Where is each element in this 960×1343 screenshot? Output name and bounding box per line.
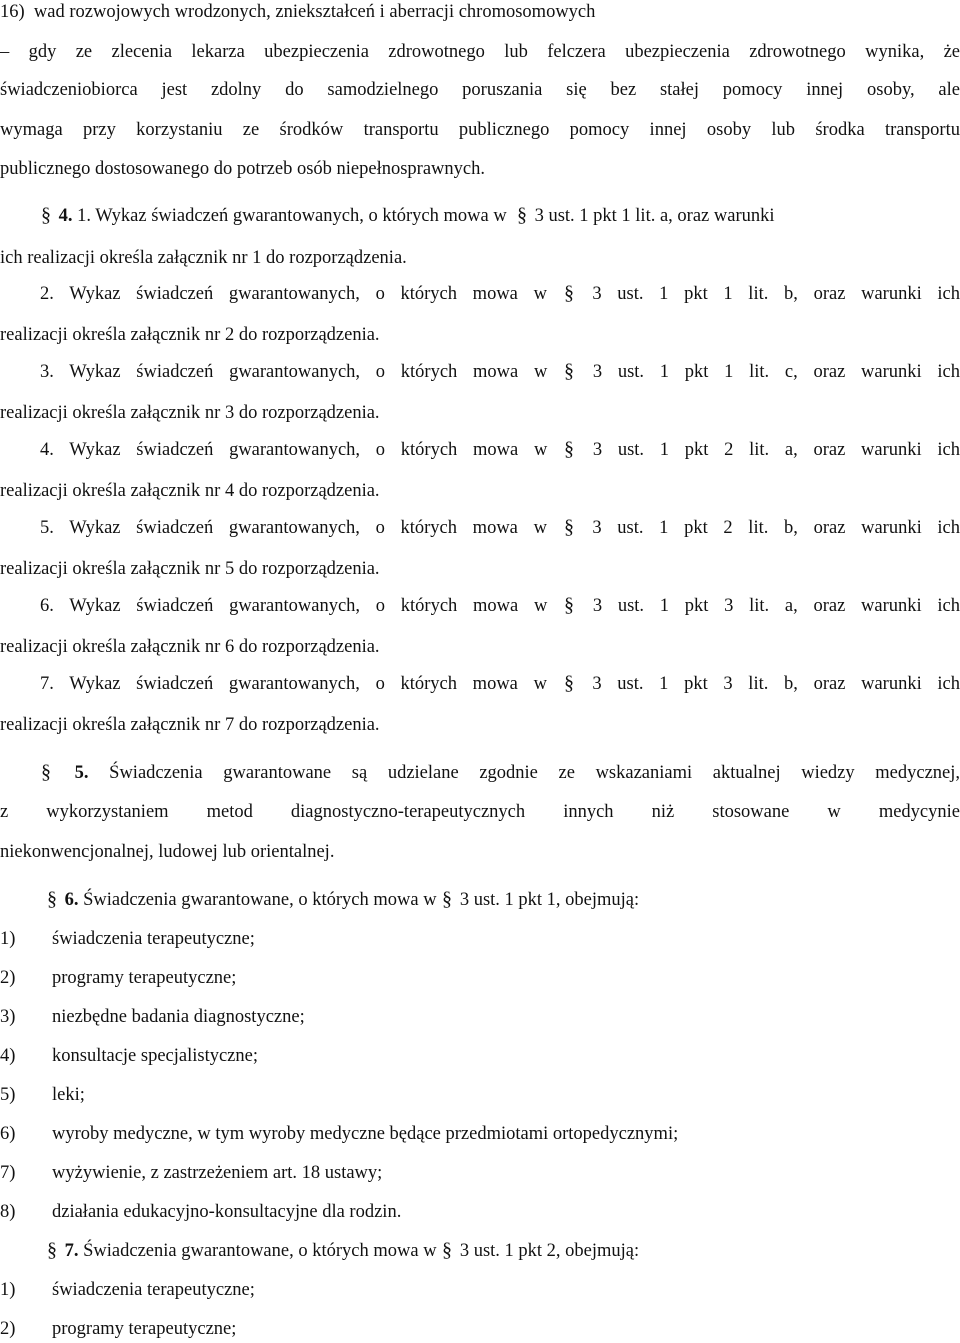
par-number: 6. [64, 890, 79, 910]
text: wymaga przy korzystaniu ze środków transportu publicznego pomocy innej osoby lub środka transportu [0, 120, 960, 140]
text: 7. Wykaz świadczeń gwarantowanych, o których mowa w [40, 674, 547, 694]
text: z wykorzystaniem metod diagnostyczno-terapeutycznych innych niż stosowane w medycynie [0, 802, 960, 822]
par5-line [0, 800, 960, 824]
text: realizacji określa załącznik nr 7 do rozporządzenia. [0, 715, 380, 735]
text: 3 ust. 1 pkt 1, obejmują: [459, 890, 640, 910]
list-text: działania edukacyjno-konsultacyjne dla rodzin. [52, 1202, 402, 1222]
par4-item-1 [40, 204, 960, 228]
par-number: 5. [74, 763, 89, 783]
list-number: 6) [0, 1124, 16, 1144]
text: 3 ust. 1 pkt 1 lit. a, oraz warunki [534, 206, 775, 226]
paragraph-line [0, 323, 960, 347]
section-sign-icon [563, 516, 577, 536]
text: niekonwencjonalnej, ludowej lub orientalnej. [0, 842, 335, 862]
svg-text:§: § [41, 204, 51, 226]
list-number: 3) [0, 1007, 16, 1027]
list-item [0, 1317, 960, 1341]
svg-text:§: § [442, 1239, 453, 1261]
text: Świadczenia gwarantowane, o których mowa w [83, 890, 437, 910]
text: 2. Wykaz świadczeń gwarantowanych, o których mowa w [40, 284, 547, 304]
svg-text:§: § [563, 672, 574, 694]
text: 3 ust. 1 pkt 1 lit. c, oraz warunki ich [592, 362, 960, 382]
list-text: programy terapeutyczne; [52, 968, 237, 988]
svg-text:§: § [47, 1239, 57, 1261]
text: 5. Wykaz świadczeń gwarantowanych, o których mowa w [40, 518, 547, 538]
list-item [0, 1122, 960, 1146]
svg-text:§: § [564, 594, 575, 616]
text: 3 ust. 1 pkt 2, obejmują: [459, 1241, 640, 1261]
par5-line [0, 840, 960, 864]
text: realizacji określa załącznik nr 4 do rozporządzenia. [0, 481, 380, 501]
text: 3 ust. 1 pkt 3 lit. a, oraz warunki ich [592, 596, 960, 616]
list-text: konsultacje specjalistyczne; [52, 1046, 258, 1066]
svg-text:§: § [563, 516, 574, 538]
list-number: 2) [0, 968, 16, 988]
section-sign-icon [563, 438, 577, 458]
text: Świadczenia gwarantowane, o których mowa w [83, 1241, 437, 1261]
section-sign-icon [441, 1239, 455, 1259]
paragraph-line [0, 401, 960, 425]
list-number: 2) [0, 1319, 16, 1339]
par6-lead [46, 888, 960, 912]
list-item [0, 1200, 960, 1224]
list-text: leki; [52, 1085, 85, 1105]
text: 3 ust. 1 pkt 2 lit. a, oraz warunki ich [592, 440, 960, 460]
svg-text:§: § [564, 360, 575, 382]
text: Świadczenia gwarantowane są udzielane zgodnie ze wskazaniami aktualnej wiedzy medycznej, [109, 763, 960, 783]
text: realizacji określa załącznik nr 6 do rozporządzenia. [0, 637, 380, 657]
text: 4. Wykaz świadczeń gwarantowanych, o których mowa w [40, 440, 548, 460]
text: 3 ust. 1 pkt 3 lit. b, oraz warunki ich [592, 674, 960, 694]
section-sign-icon [563, 594, 577, 614]
par4-item-5 [40, 516, 960, 540]
list-item [0, 1044, 960, 1068]
svg-text:§: § [516, 204, 527, 226]
list-number: 1) [0, 1280, 16, 1300]
paragraph-line [0, 157, 960, 181]
paragraph-line [0, 479, 960, 503]
section-sign-icon [46, 1239, 60, 1259]
par7-lead [46, 1239, 960, 1263]
par4-item-4 [40, 438, 960, 462]
list-text: świadczenia terapeutyczne; [52, 929, 255, 949]
text: świadczeniobiorca jest zdolny do samodzielnego poruszania się bez stałej pomocy innej osoby, ale [0, 80, 960, 100]
text: 3 ust. 1 pkt 1 lit. b, oraz warunki ich [592, 284, 960, 304]
section-sign-icon [441, 888, 455, 908]
list-number: 5) [0, 1085, 16, 1105]
list-number: 1) [0, 929, 16, 949]
text: realizacji określa załącznik nr 3 do rozporządzenia. [0, 403, 380, 423]
list-item [0, 1005, 960, 1029]
section-sign-icon [40, 761, 54, 781]
text: 6. Wykaz świadczeń gwarantowanych, o których mowa w [40, 596, 548, 616]
par4-item-3 [40, 360, 960, 384]
par4-item-7 [40, 672, 960, 696]
paragraph-line [0, 78, 960, 102]
text: publicznego dostosowanego do potrzeb osób niepełnosprawnych. [0, 159, 486, 179]
svg-text:§: § [41, 761, 51, 783]
section-sign-icon [563, 360, 577, 380]
paragraph-line [0, 557, 960, 581]
list-number: 8) [0, 1202, 16, 1222]
section-sign-icon [563, 672, 577, 692]
list-text: niezbędne badania diagnostyczne; [52, 1007, 305, 1027]
svg-text:§: § [442, 888, 453, 910]
list-text: świadczenia terapeutyczne; [52, 1280, 255, 1300]
list-item [0, 1083, 960, 1107]
paragraph-line [0, 246, 960, 270]
list-number: 4) [0, 1046, 16, 1066]
paragraph-line [0, 635, 960, 659]
par4-item-6 [40, 594, 960, 618]
list-item [0, 966, 960, 990]
list-text: programy terapeutyczne; [52, 1319, 237, 1339]
par4-item-2 [40, 282, 960, 306]
text: ich realizacji określa załącznik nr 1 do rozporządzenia. [0, 248, 407, 268]
par-number: 7. [64, 1241, 79, 1261]
text: realizacji określa załącznik nr 5 do rozporządzenia. [0, 559, 380, 579]
list-text: wyroby medyczne, w tym wyroby medyczne będące przedmiotami ortopedycznymi; [52, 1124, 679, 1144]
svg-text:§: § [563, 282, 574, 304]
text: – gdy ze zlecenia lekarza ubezpieczenia zdrowotnego lub felczera ubezpieczenia zdrowotnego wynika, że [0, 42, 960, 62]
text: 1. Wykaz świadczeń gwarantowanych, o których mowa w [77, 206, 507, 226]
list-item [0, 1278, 960, 1302]
list-text: wyżywienie, z zastrzeżeniem art. 18 ustawy; [52, 1163, 383, 1183]
paragraph-line [0, 40, 960, 64]
item-text: 16) wad rozwojowych wrodzonych, zniekształceń i aberracji chromosomowych [0, 2, 596, 22]
text: realizacji określa załącznik nr 2 do rozporządzenia. [0, 325, 380, 345]
svg-text:§: § [47, 888, 57, 910]
text: 3 ust. 1 pkt 2 lit. b, oraz warunki ich [592, 518, 960, 538]
paragraph-line [0, 713, 960, 737]
text: 3. Wykaz świadczeń gwarantowanych, o których mowa w [40, 362, 548, 382]
list-item-16 [0, 0, 960, 24]
list-item [0, 1161, 960, 1185]
section-sign-icon [516, 204, 530, 224]
par-number: 4. [58, 206, 73, 226]
svg-text:§: § [564, 438, 575, 460]
list-number: 7) [0, 1163, 16, 1183]
section-sign-icon [40, 204, 54, 224]
section-sign-icon [46, 888, 60, 908]
paragraph-line [0, 118, 960, 142]
par5-line [40, 761, 960, 785]
section-sign-icon [563, 282, 577, 302]
list-item [0, 927, 960, 951]
